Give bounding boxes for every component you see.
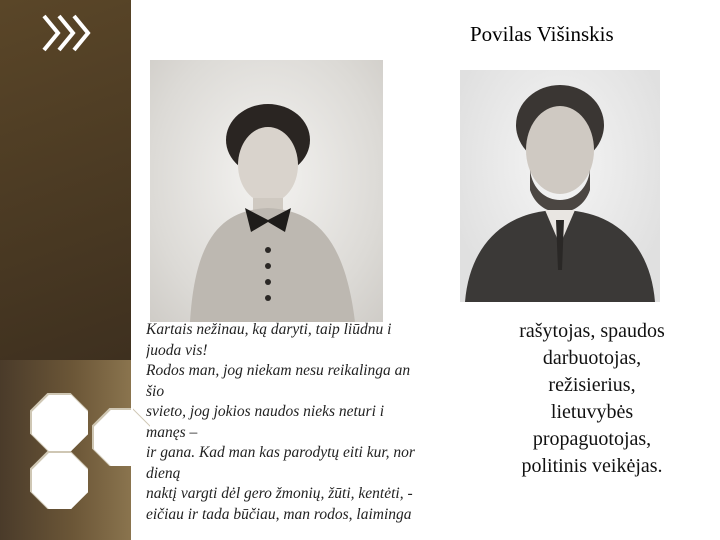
- bio-line: lietuvybės: [550, 401, 634, 423]
- bio-line: darbuotojas,: [542, 347, 642, 369]
- poem-line: juoda vis!: [146, 341, 208, 359]
- poem-line: naktį vargti dėl gero žmonių, žūti, kentėti, -: [146, 485, 413, 502]
- bio-text: [497, 318, 687, 480]
- portrait-photo-woman: [150, 60, 383, 322]
- divider-line: [131, 0, 133, 540]
- chevron-triple-right-icon[interactable]: [40, 12, 96, 54]
- portrait-woman-image: [150, 60, 383, 322]
- poem-line: šio: [146, 382, 165, 400]
- bio-line: politinis veikėjas.: [521, 455, 663, 477]
- sidebar-panel: [0, 0, 131, 360]
- bio-line: režisierius,: [548, 374, 636, 396]
- poem-line: eičiau ir tada būčiau, man rodos, laiminga: [146, 505, 412, 523]
- bio-line: rašytojas, spaudos: [519, 320, 665, 342]
- slide-title: Povilas Višinskis: [470, 22, 614, 46]
- portrait-man-image: [460, 70, 660, 302]
- poem-line: Kartais nežinau, ką daryti, taip liūdnu i: [146, 321, 392, 338]
- poem-line: ir gana. Kad man kas parodytų eiti kur, nor: [146, 444, 415, 461]
- poem-line: svieto, jog jokios naudos nieks neturi i: [146, 403, 385, 420]
- poem-line: manęs –: [146, 423, 198, 441]
- portrait-photo-man: [460, 70, 660, 302]
- poem-line: dieną: [146, 464, 181, 482]
- bio-line: propaguotojas,: [532, 428, 652, 450]
- poem-line: Rodos man, jog niekam nesu reikalinga an: [146, 362, 411, 379]
- poem-text: [146, 320, 501, 525]
